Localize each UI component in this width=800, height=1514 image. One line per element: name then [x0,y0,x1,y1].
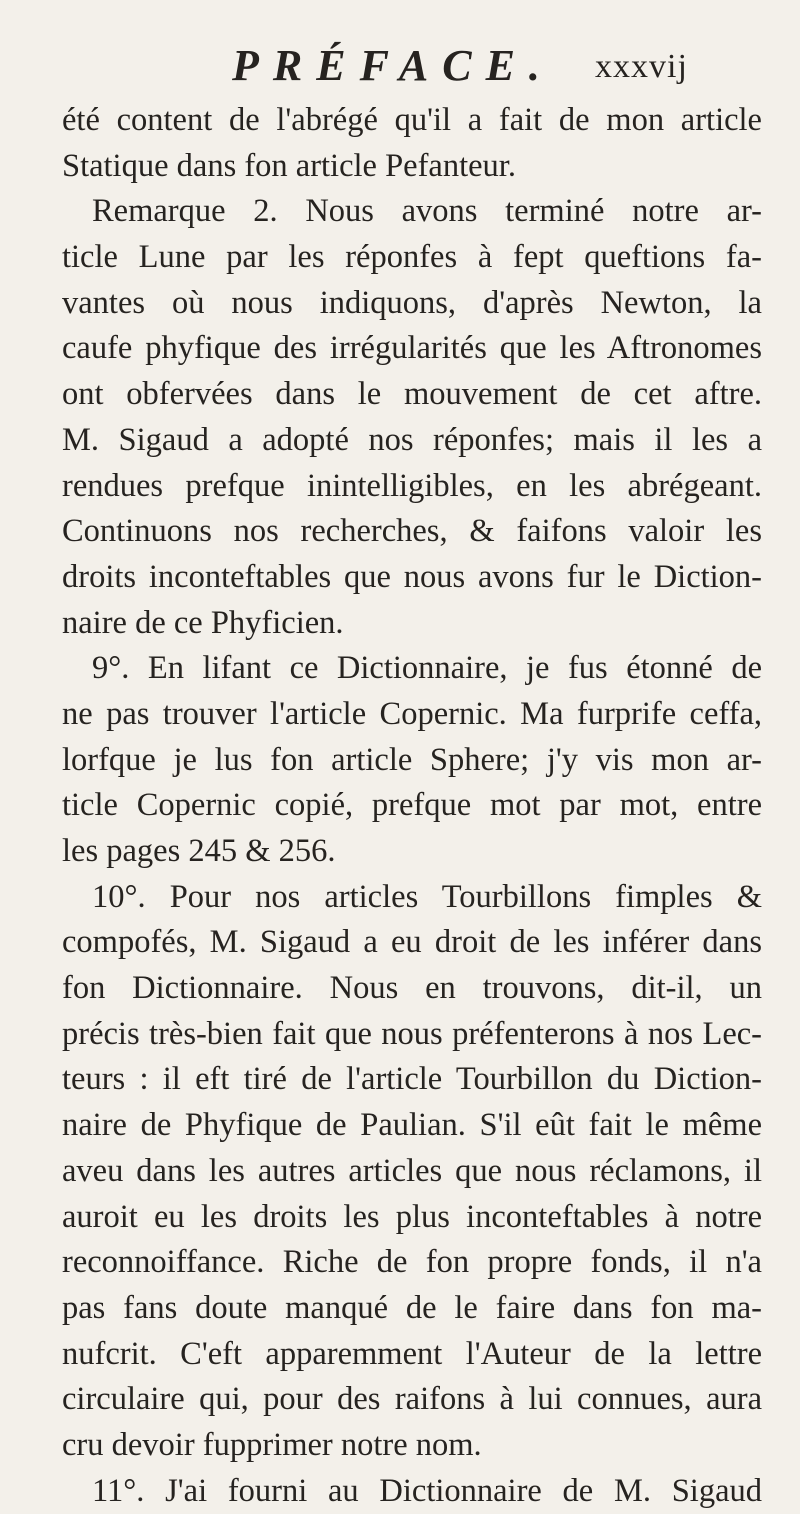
header-title: PRÉFACE. [232,41,554,90]
body-text [62,98,762,1514]
text-line: aveu dans les autres articles que nous réclamons, il [62,1152,762,1189]
text-line: précis très-bien fait que nous préfenterons à nos Lec- [62,1015,762,1052]
text-line: ticle Lune par les réponfes à fept queftions fa- [62,239,762,276]
text-line: caufe phyfique des irrégularités que les Aftronomes [62,330,762,367]
text-line: fon Dictionnaire. Nous en trouvons, dit-il, un [62,970,762,1007]
text-line: ticle Copernic copié, prefque mot par mot, entre [62,787,762,824]
text-line: 10°. Pour nos articles Tourbillons fimples & [92,878,762,915]
text-line: Statique dans fon article Pefanteur. [62,147,516,184]
text-line: M. Sigaud a adopté nos réponfes; mais il les a [62,421,762,458]
text-line: reconnoiffance. Riche de fon propre fonds, il n'a [62,1244,762,1281]
running-header [0,40,800,100]
text-line: lorfque je lus fon article Sphere; j'y vis mon ar- [62,741,762,778]
text-line: auroit eu les droits les plus inconteftables à notre [62,1198,762,1235]
text-line: les pages 245 & 256. [62,833,336,869]
text-line: nufcrit. C'eft apparemment l'Auteur de la lettre [62,1335,762,1372]
text-line: Continuons nos recherches, & faifons valoir les [62,513,762,550]
text-line: Remarque 2. Nous avons terminé notre ar- [92,193,762,230]
page-number: xxxvij [595,48,688,85]
text-line: 9°. En lifant ce Dictionnaire, je fus étonné de [92,650,762,687]
text-line: pas fans doute manqué de le faire dans fon ma- [62,1289,762,1326]
text-line: ne pas trouver l'article Copernic. Ma furprife ceffa, [62,695,762,732]
text-line: vantes où nous indiquons, d'après Newton, la [62,284,762,321]
text-line: circulaire qui, pour des raifons à lui connues, aura [62,1381,762,1418]
text-line: naire de ce Phyficien. [62,604,344,641]
text-line: été content de l'abrégé qu'il a fait de mon article [62,102,762,138]
text-line: rendues prefque inintelligibles, en les abrégeant. [62,467,762,504]
text-line: compofés, M. Sigaud a eu droit de les inférer dans [62,924,762,961]
text-line: droits inconteftables que nous avons fur le Diction- [62,558,762,595]
text-line: teurs : il eft tiré de l'article Tourbillon du Diction- [62,1061,762,1098]
text-line: 11°. J'ai fourni au Dictionnaire de M. Sigaud [92,1472,762,1509]
text-line: ont obfervées dans le mouvement de cet aftre. [62,376,762,413]
text-line: cru devoir fupprimer notre nom. [62,1426,482,1463]
text-line: naire de Phyfique de Paulian. S'il eût fait le même [62,1107,762,1144]
